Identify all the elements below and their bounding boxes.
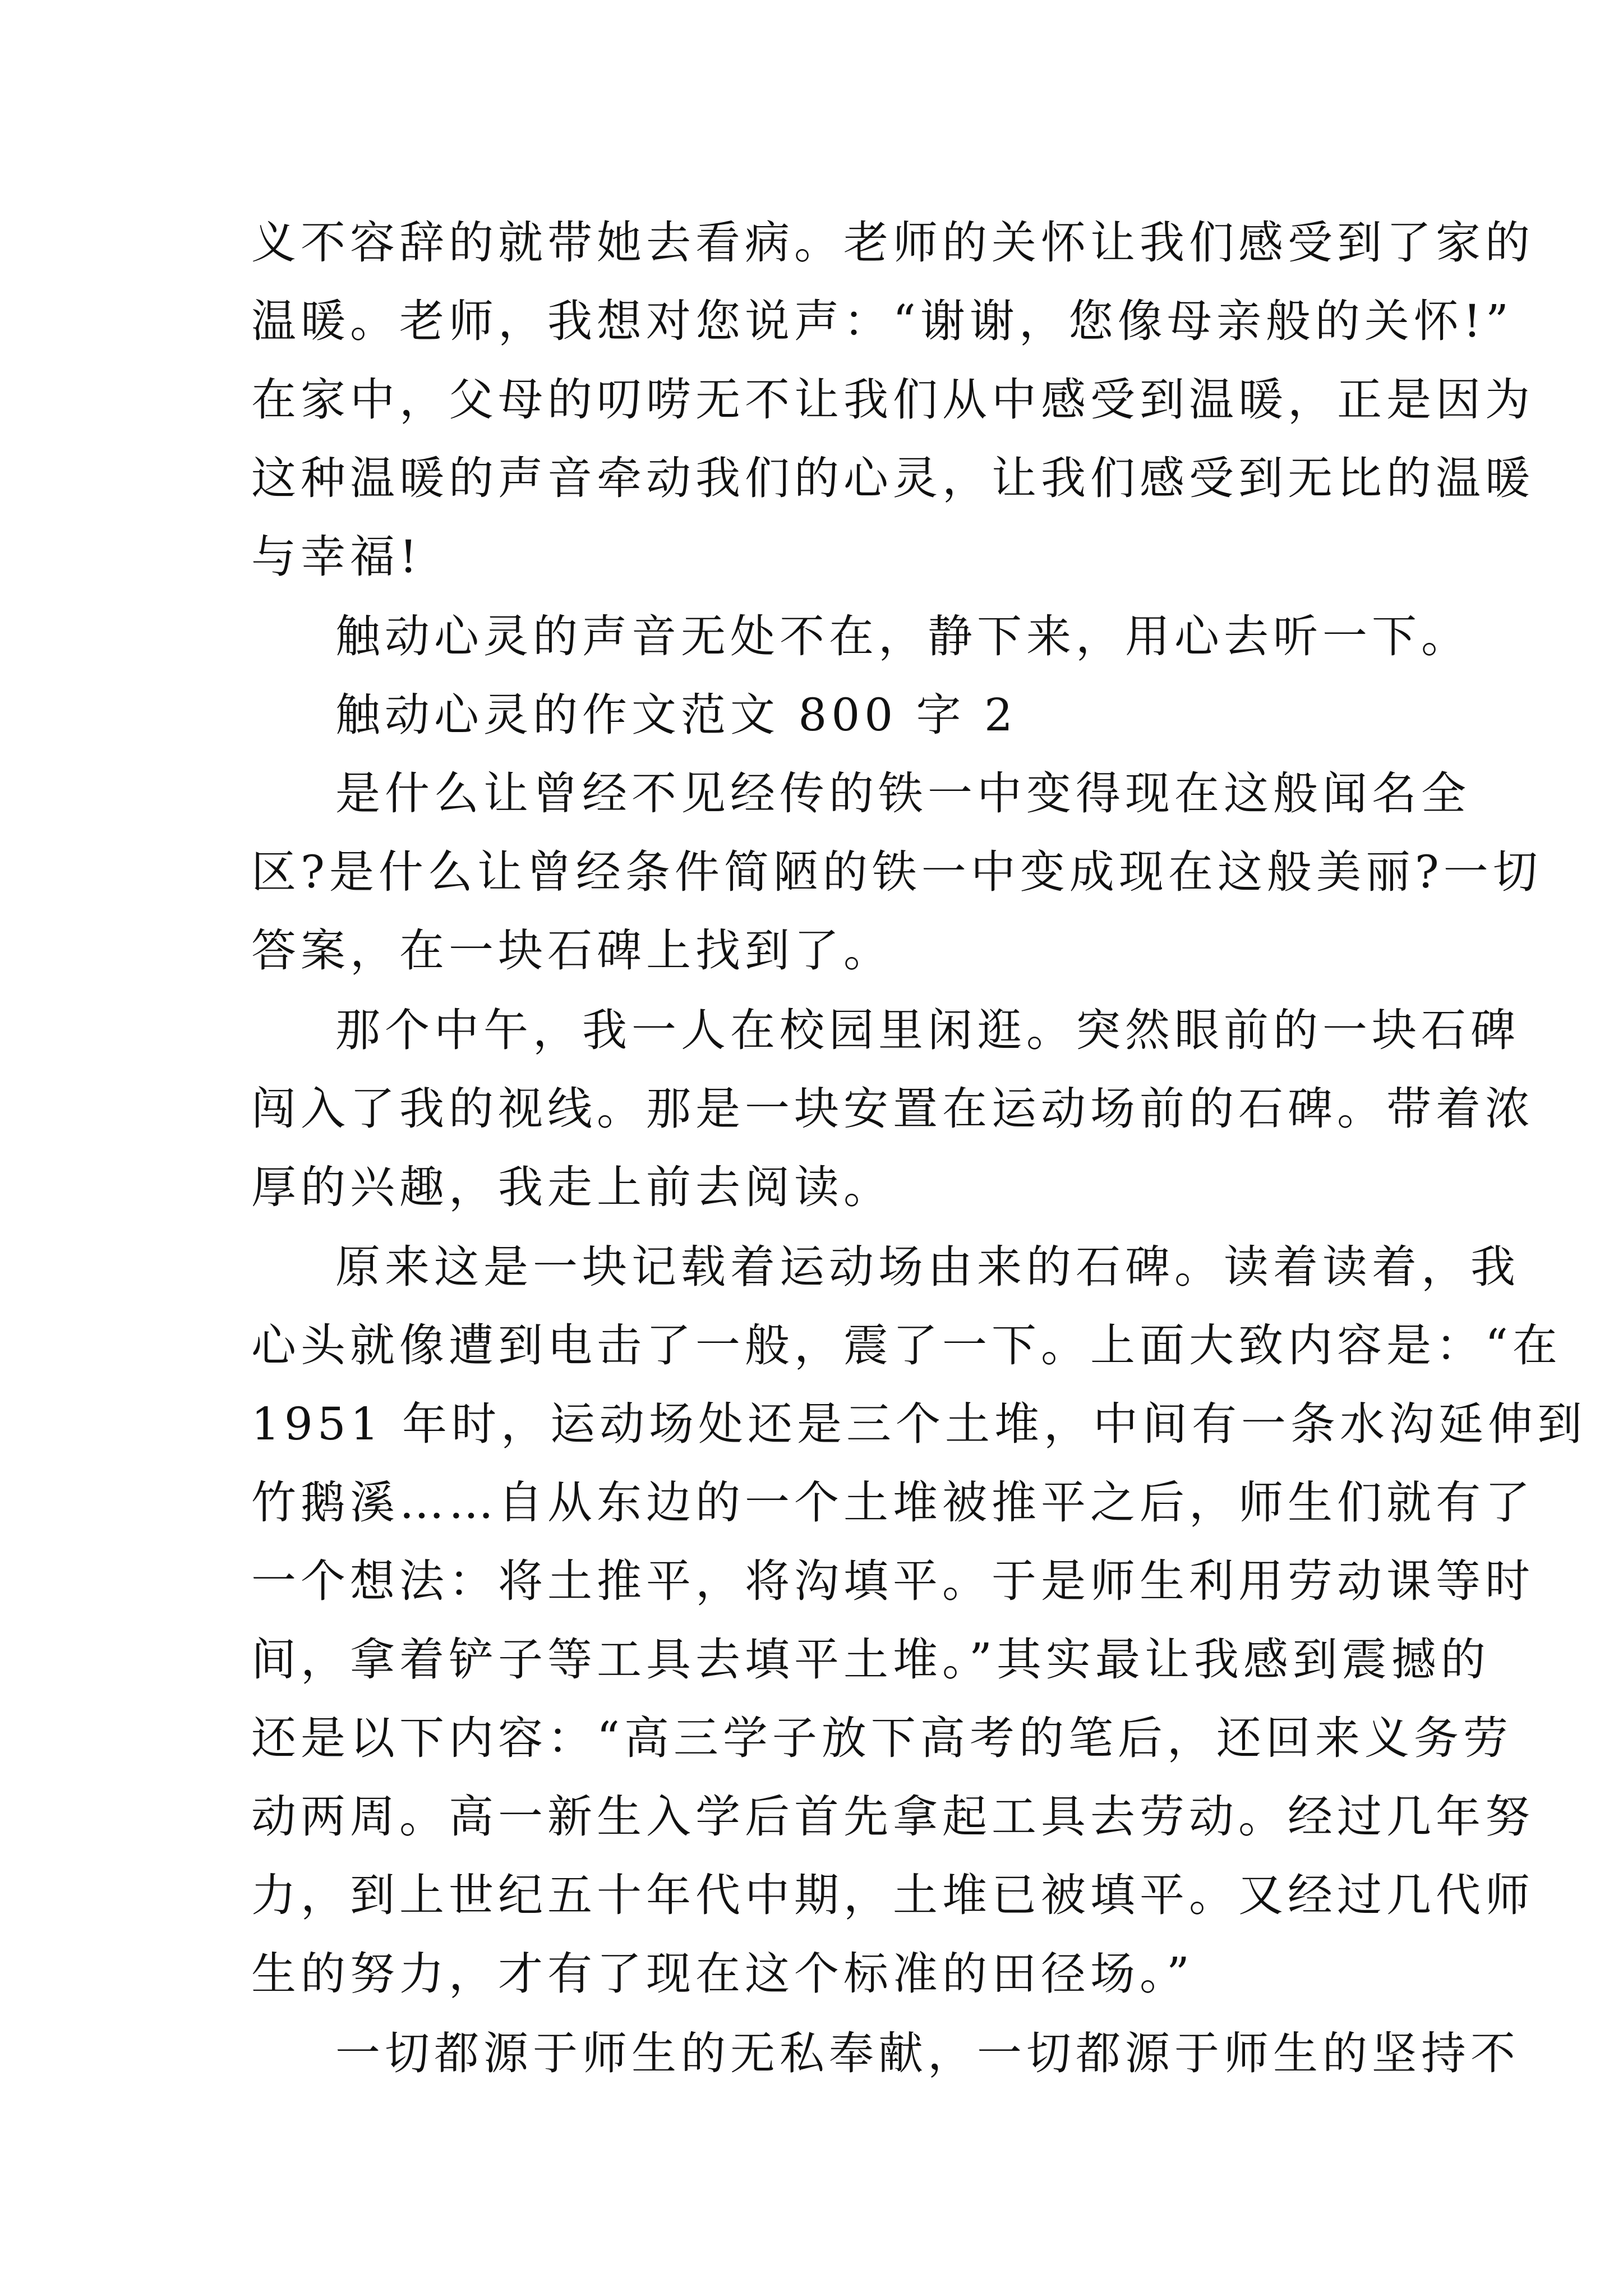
- text-line: 那个中午，我一人在校园里闲逛。突然眼前的一块石碑: [335, 1004, 1520, 1056]
- text-line: 触动心灵的声音无处不在，静下来，用心去听一下。: [335, 610, 1470, 662]
- text-line: 竹鹅溪……自从东边的一个土堆被推平之后，师生们就有了: [251, 1476, 1534, 1529]
- text-line: 生的努力，才有了现在这个标准的田径场。”: [251, 1948, 1194, 2000]
- text-line: 心头就像遭到电击了一般，震了一下。上面大致内容是：“在: [251, 1319, 1562, 1372]
- text-line: 义不容辞的就带她去看病。老师的关怀让我们感受到了家的: [251, 217, 1534, 269]
- text-line: 力，到上世纪五十年代中期，土堆已被填平。又经过几代师: [251, 1869, 1534, 1921]
- text-line: 在家中，父母的叨唠无不让我们从中感受到温暖，正是因为: [251, 374, 1534, 426]
- text-line: 答案，在一块石碑上找到了。: [251, 924, 893, 977]
- text-line: 还是以下内容：“高三学子放下高考的笔后，还回来义务劳: [251, 1712, 1513, 1764]
- text-line: 间，拿着铲子等工具去填平土堆。”其实最让我感到震撼的: [251, 1634, 1490, 1686]
- text-line: 温暖。老师，我想对您说声：“谢谢，您像母亲般的关怀!”: [251, 295, 1513, 347]
- text-line: 一切都源于师生的无私奉献，一切都源于师生的坚持不: [335, 2027, 1520, 2079]
- text-line: 区?是什么让曾经条件简陋的铁一中变成现在这般美丽?一切: [251, 846, 1542, 898]
- text-line: 一个想法：将土推平，将沟填平。于是师生利用劳动课等时: [251, 1555, 1534, 1607]
- section-heading: 触动心灵的作文范文 800 字 2: [335, 689, 1017, 741]
- text-line: 原来这是一块记载着运动场由来的石碑。读着读着，我: [335, 1241, 1520, 1293]
- text-line: 厚的兴趣，我走上前去阅读。: [251, 1161, 893, 1213]
- text-line: 动两周。高一新生入学后首先拿起工具去劳动。经过几年努: [251, 1791, 1534, 1843]
- text-line: 与幸福!: [251, 531, 422, 583]
- text-line: 这种温暖的声音牵动我们的心灵，让我们感受到无比的温暖: [251, 452, 1534, 504]
- text-line: 闯入了我的视线。那是一块安置在运动场前的石碑。带着浓: [251, 1083, 1534, 1135]
- text-line: 是什么让曾经不见经传的铁一中变得现在这般闻名全: [335, 767, 1470, 820]
- text-line: 1951 年时，运动场处还是三个土堆，中间有一条水沟延伸到: [251, 1398, 1587, 1450]
